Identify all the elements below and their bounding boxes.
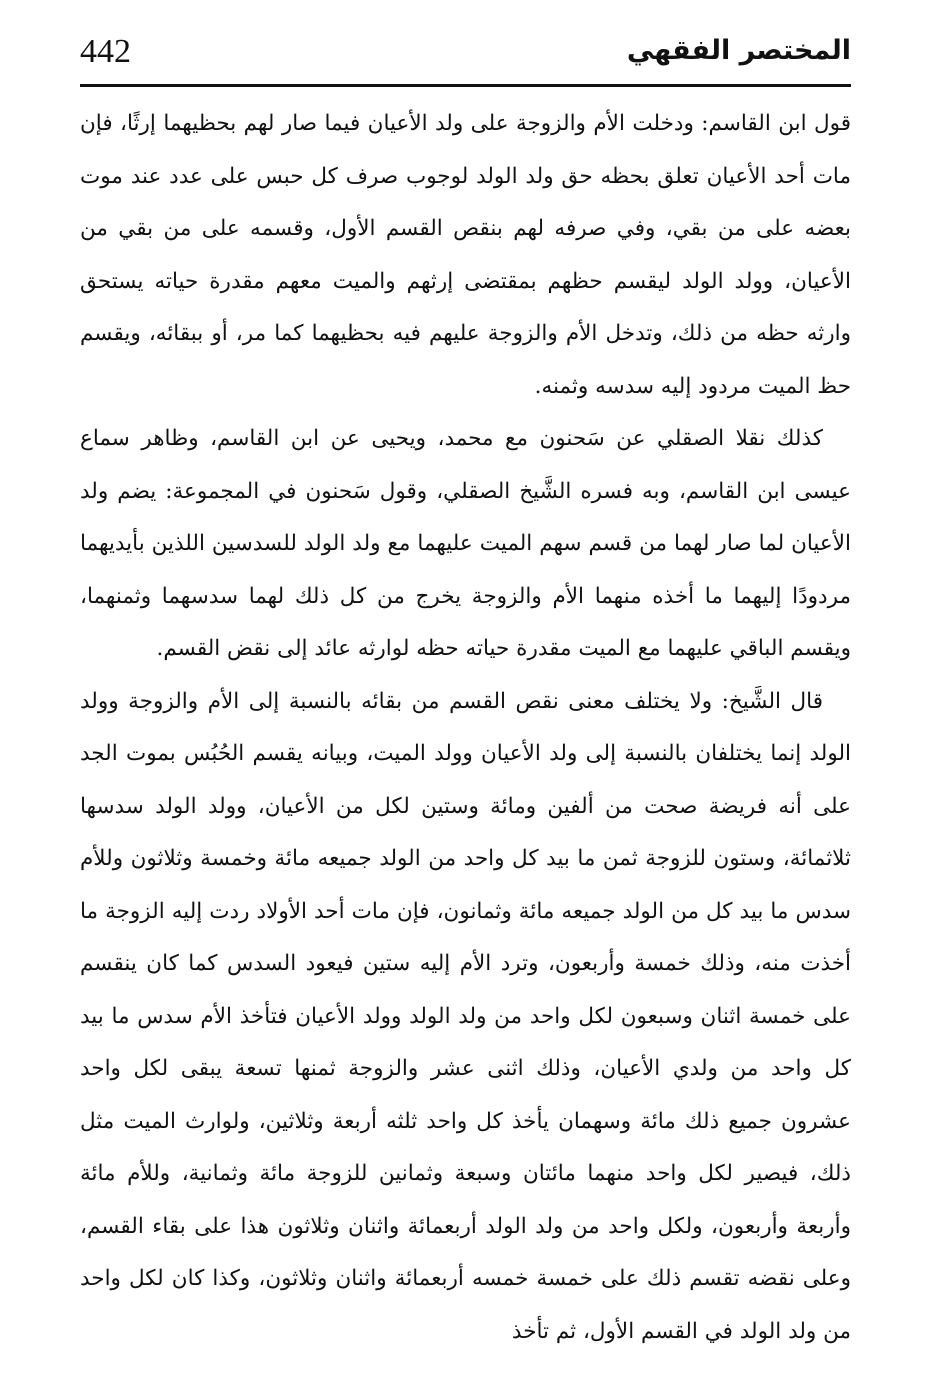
paragraph-3: قال الشَّيخ: ولا يختلف معنى نقص القسم من بقائه بالنسبة إلى الأم والزوجة وولد الولد إنما يختلفان بالنسبة إلى ولد الأعيان وولد الميت، وبيانه يقسم الحُبُس بموت الجد على أنه فريضة صحت من ألفين ومائة وستين لكل من الأعيان، وولد الولد سدسها ثلاثمائة، وستون للزوجة ثمن ما بيد كل واحد من الولد جميعه مائة وخمسة وثلاثون وللأم سدس ما بيد كل من الولد جميعه مائة وثمانون، فإن مات أحد الأولاد ردت إليه الزوجة ما أخذت منه، وذلك خمسة وأربعون، وترد الأم إليه ستين فيعود السدس كما كان ينقسم على خمسة اثنان وسبعون لكل واحد من ولد الولد وولد الأعيان فتأخذ الأم سدس ما بيد كل واحد من ولدي الأعيان، وذلك اثنى عشر والزوجة ثمنها تسعة يبقى لكل واحد عشرون جميع ذلك مائة وسهمان يأخذ كل واحد ثلثه أربعة وثلاثين، ولوارث الميت مثل ذلك، فيصير لكل واحد منهما مائتان وسبعة وثمانين للزوجة مائة وثمانية، وللأم مائة وأربعة وأربعون، ولكل واحد من ولد الولد أربعمائة واثنان وثلاثون هذا على بقاء القسم، وعلى نقضه تقسم ذلك على خمسة خمسه أربعمائة واثنان وثلاثون، وكذا كان لكل واحد من ولد الولد في القسم الأول، ثم تأخذ <box>80 688 851 1344</box>
page-number: 442 <box>80 33 131 70</box>
running-title: المختصر الفقهي <box>626 35 851 66</box>
paragraph-1: قول ابن القاسم: ودخلت الأم والزوجة على ولد الأعيان فيما صار لهم بحظيهما إرثًا، فإن مات أحد الأعيان تعلق بحظه حق ولد الولد لوجوب صرف كل حبس على عدد عند موت بعضه على من بقي، وفي صرفه لهم بنقص القسم الأول، وقسمه على من بقي من الأعيان، وولد الولد ليقسم حظهم بمقتضى إرثهم والميت معهم مقدرة حياته يستحق وارثه حظه من ذلك، وتدخل الأم والزوجة عليهم فيه بحظيهما كما مر، أو ببقائه، ويقسم حظ الميت مردود إليه سدسه وثمنه. <box>80 111 851 399</box>
page-header <box>80 26 851 87</box>
paragraph-2: كذلك نقلا الصقلي عن سَحنون مع محمد، ويحيى عن ابن القاسم، وظاهر سماع عيسى ابن القاسم، وبه فسره الشَّيخ الصقلي، وقول سَحنون في المجموعة: يضم ولد الأعيان لما صار لهما من قسم سهم الميت عليهما مع ولد الولد للسدسين اللذين بأيديهما مردودًا إليهما ما أخذه منهما الأم والزوجة يخرج من كل ذلك لهما سدسهما وثمنهما، ويقسم الباقي عليهما مع الميت مقدرة حياته حظه لوارثه عائد إلى نقض القسم. <box>80 426 851 661</box>
body-text <box>80 98 851 1358</box>
